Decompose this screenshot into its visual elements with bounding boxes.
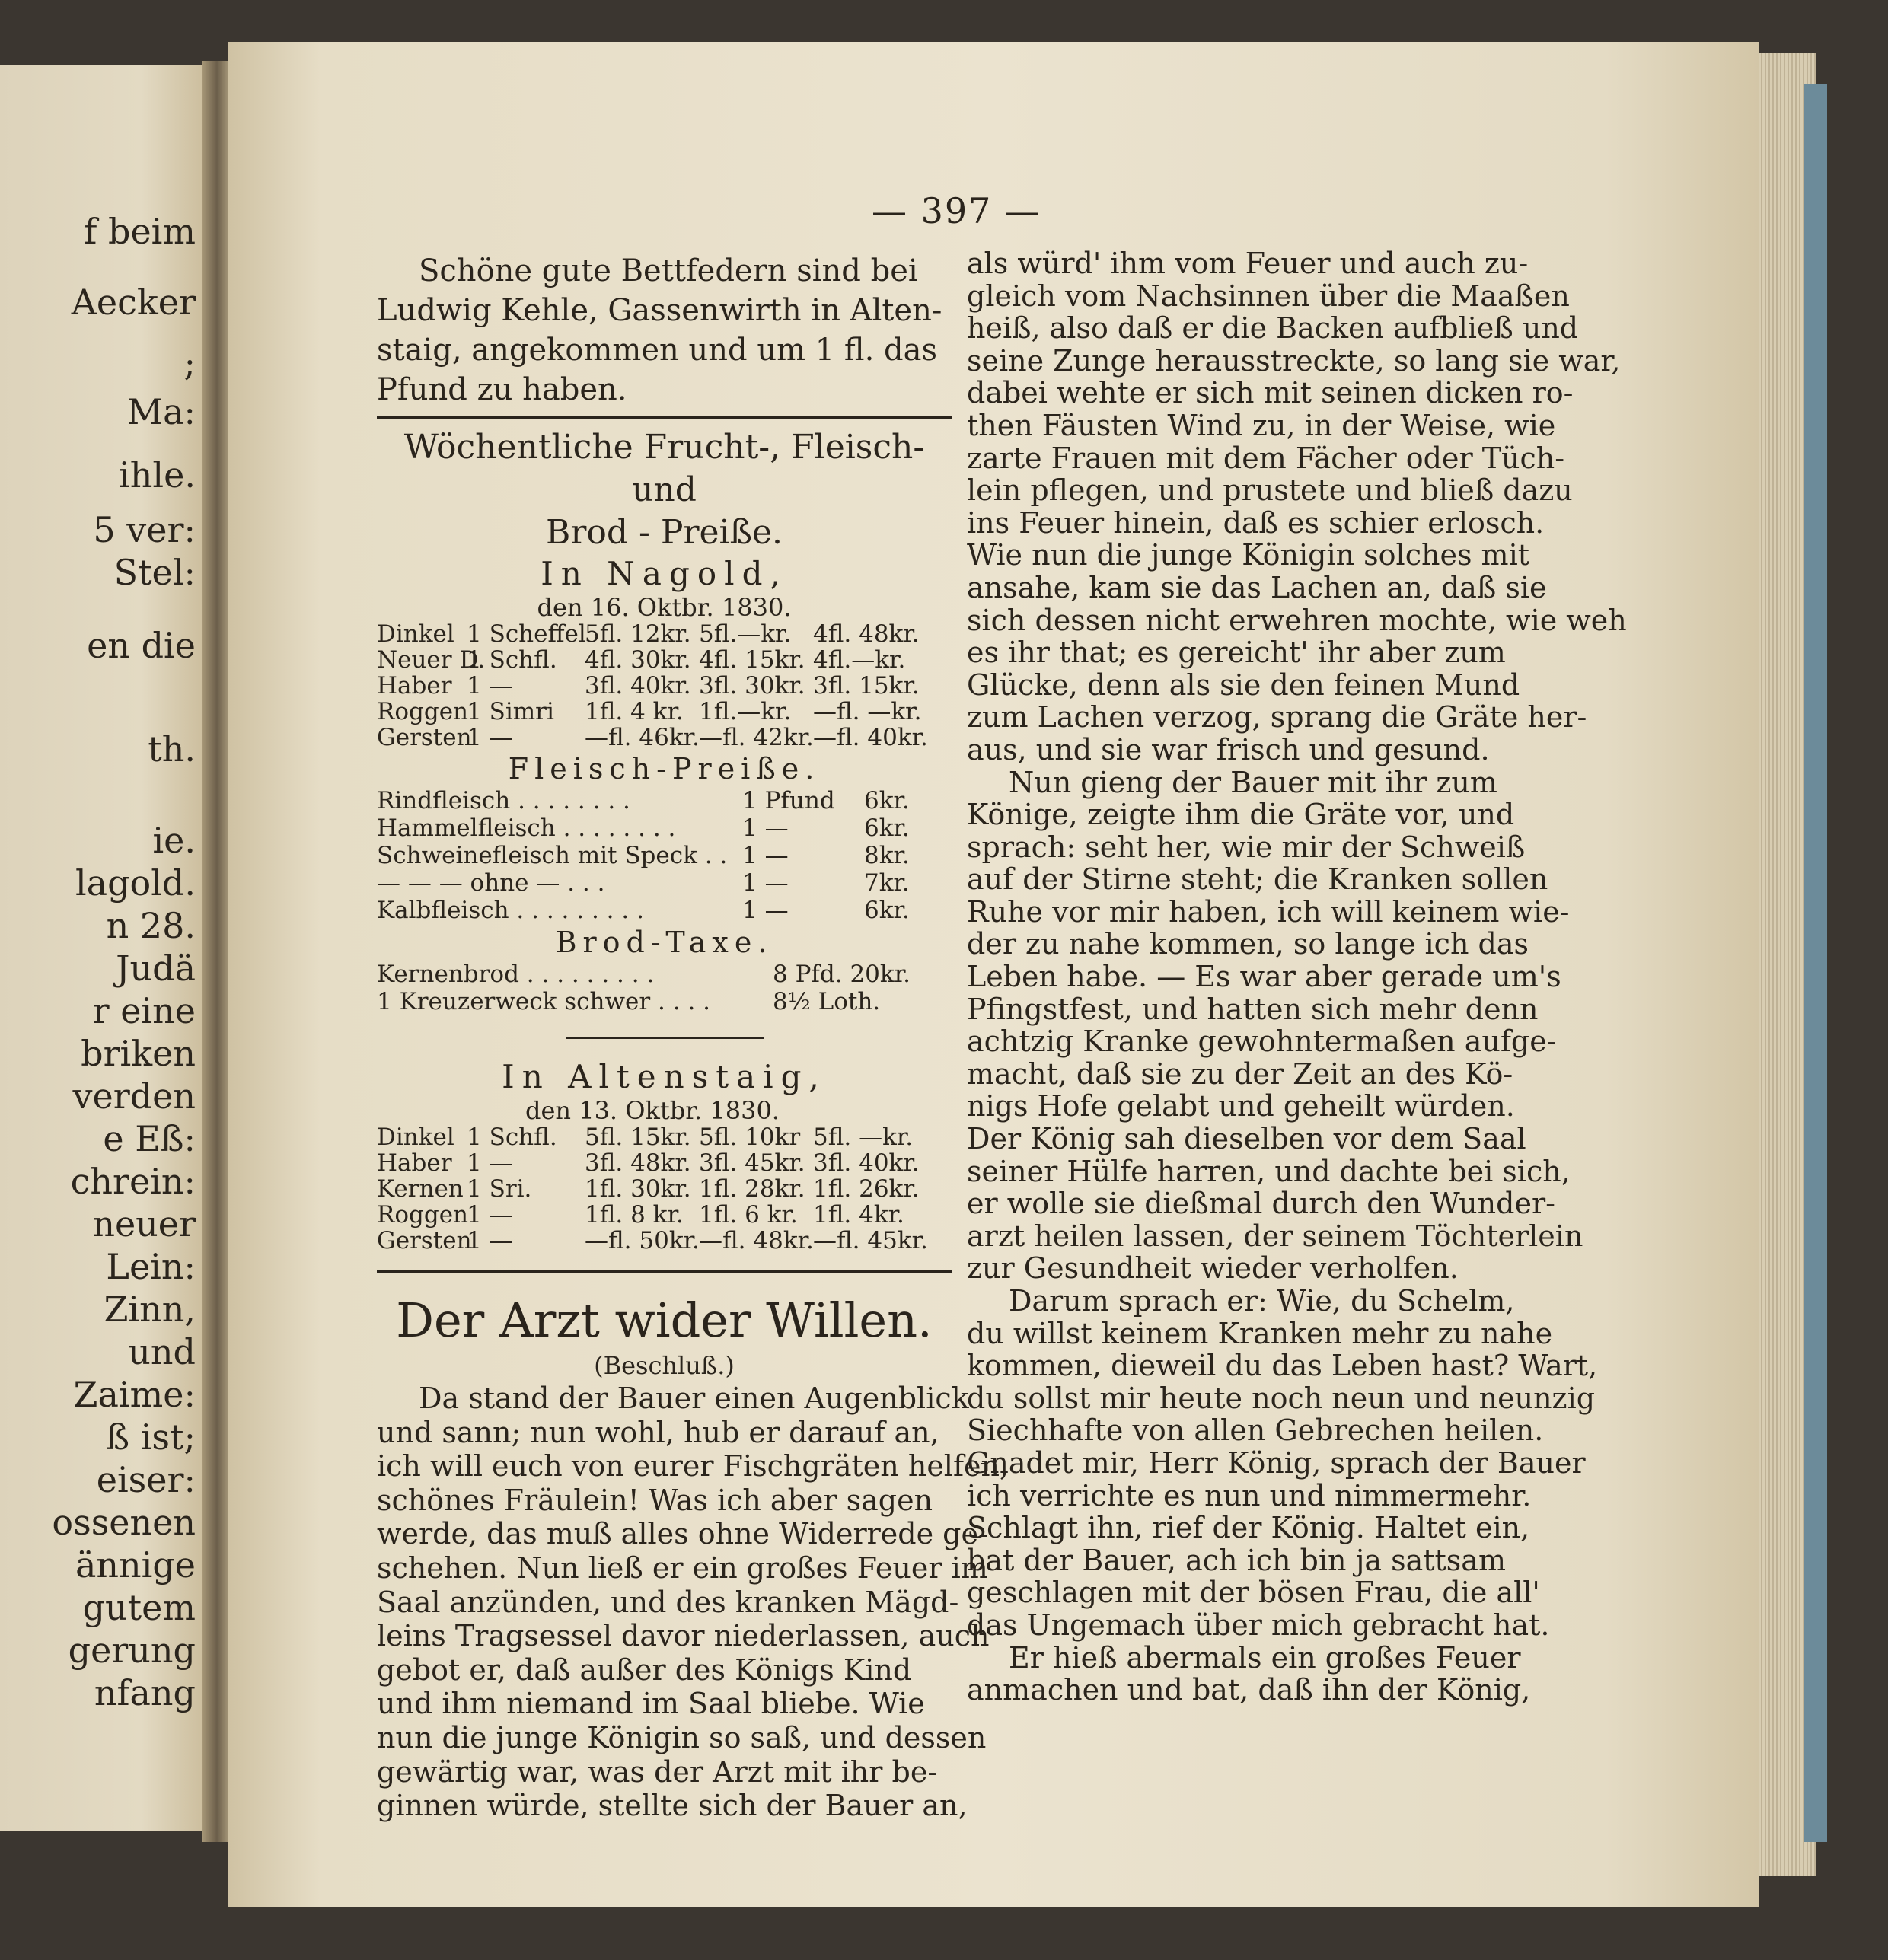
story-line: Wie nun die junge Königin solches mit — [967, 538, 1529, 572]
left-page-fragment: e Eß: — [103, 1118, 196, 1159]
left-page-fragment: briken — [81, 1033, 196, 1074]
story-line: der zu nahe kommen, so lange ich das — [967, 927, 1529, 961]
story-line: das Ungemach über mich gebracht hat. — [967, 1608, 1550, 1642]
left-page-fragment: th. — [148, 728, 196, 770]
price-mid: 3fl. 30kr. — [699, 672, 805, 700]
page-number: — 397 — — [872, 190, 1042, 231]
left-page-fragment: ; — [183, 342, 196, 384]
town-altensteig: In Altenstaig, — [502, 1058, 827, 1095]
story-line: ginnen würde, stellte sich der Bauer an, — [377, 1789, 968, 1823]
story-line: auf der Stirne steht; die Kranken sollen — [967, 862, 1548, 897]
price-mid: 1fl. 28kr. — [699, 1175, 805, 1203]
price-row — [377, 725, 952, 751]
meat-qty: 1 — — [742, 814, 789, 842]
grain-unit: 1 Schfl. — [467, 1123, 557, 1151]
price-high: 5fl. 12kr. — [585, 620, 691, 648]
bread-value: 8 Pfd. 20kr. — [773, 961, 911, 988]
price-high: —fl. 50kr. — [585, 1227, 700, 1254]
price-low: 5fl. —kr. — [813, 1123, 914, 1151]
price-low: 3fl. 40kr. — [813, 1149, 920, 1177]
price-row — [377, 1150, 952, 1176]
story-line: dabei wehte er sich mit seinen dicken ro- — [967, 376, 1574, 410]
story-line: ins Feuer hinein, daß es schier erlosch. — [967, 505, 1545, 540]
story-line: arzt heilen lassen, der seinem Töchterlein — [967, 1219, 1583, 1253]
price-low: —fl. —kr. — [813, 698, 922, 725]
story-line: macht, daß sie zu der Zeit an des Kö- — [967, 1056, 1513, 1091]
left-page-fragment: Lein: — [106, 1246, 196, 1287]
meat-qty: 1 — — [742, 842, 789, 869]
grain-unit: 1 — — [467, 724, 513, 751]
altensteig-price-table — [377, 1124, 952, 1254]
left-page-fragment: en die — [87, 625, 196, 666]
story-line: gebot er, daß außer des Königs Kind — [377, 1652, 912, 1687]
story-line: Da stand der Bauer einen Augenblick — [419, 1382, 969, 1415]
story-line: Siechhafte von allen Gebrechen heilen. — [967, 1413, 1544, 1448]
bread-row — [377, 988, 952, 1015]
story-line: es ihr that; es gereicht' ihr aber zum — [967, 636, 1506, 670]
grain-unit: 1 Sri. — [467, 1175, 532, 1203]
left-page — [0, 65, 202, 1831]
meat-price: 8kr. — [864, 842, 910, 869]
grain-name: Haber — [377, 1149, 452, 1177]
price-high: 1fl. 8 kr. — [585, 1201, 684, 1229]
story-line: Gnadet mir, Herr König, sprach der Bauer — [967, 1445, 1586, 1480]
left-page-fragment: f beim — [84, 211, 196, 252]
left-page-fragment: gerung — [68, 1630, 196, 1671]
price-high: 3fl. 40kr. — [585, 672, 691, 700]
meat-row — [377, 897, 952, 924]
story-line: anmachen und bat, daß ihn der König, — [967, 1673, 1531, 1707]
story-title: Der Arzt wider Willen. — [396, 1292, 933, 1348]
price-row — [377, 647, 952, 673]
bread-row — [377, 961, 952, 988]
story-line: then Fäusten Wind zu, in der Weise, wie — [967, 408, 1556, 442]
price-mid: —fl. 42kr. — [699, 724, 814, 751]
left-page-fragment: Judä — [116, 948, 196, 989]
price-row — [377, 1228, 952, 1254]
grain-name: Haber — [377, 672, 452, 700]
ad-line: Schöne gute Bettfedern sind bei — [419, 253, 918, 288]
price-mid: —fl. 48kr. — [699, 1227, 814, 1254]
grain-unit: 1 — — [467, 1149, 513, 1177]
story-line: ich will euch von eurer Fischgräten helfen, — [377, 1449, 1009, 1484]
meat-qty: 1 — — [742, 869, 789, 897]
left-page-fragment: verden — [72, 1076, 196, 1117]
story-line: du willst keinem Kranken mehr zu nahe — [967, 1316, 1553, 1350]
grain-name: Kernen — [377, 1175, 464, 1203]
story-line: du sollst mir heute noch neun und neunzig — [967, 1381, 1596, 1415]
story-line: er wolle sie dießmal durch den Wunder- — [967, 1187, 1555, 1221]
story-line: Leben habe. — Es war aber gerade um's — [967, 960, 1561, 994]
price-mid: 1fl.—kr. — [699, 698, 792, 725]
story-line: Darum sprach er: Wie, du Schelm, — [1009, 1284, 1515, 1318]
bread-item: 1 Kreuzerweck schwer . . . . — [377, 988, 711, 1015]
price-high: 1fl. 30kr. — [585, 1175, 691, 1203]
left-page-fragment: r eine — [92, 990, 196, 1031]
price-low: 4fl. 48kr. — [813, 620, 920, 648]
price-mid: 5fl. 10kr — [699, 1123, 801, 1151]
story-line: Schlagt ihn, rief der König. Haltet ein, — [967, 1511, 1530, 1545]
story-line: als würd' ihm vom Feuer und auch zu- — [967, 247, 1529, 280]
price-section — [377, 426, 952, 1254]
price-row — [377, 699, 952, 725]
date-nagold: den 16. Oktbr. 1830. — [537, 593, 792, 622]
left-page-fragment: Zaime: — [73, 1374, 196, 1415]
story-text-left — [377, 1382, 1009, 1823]
section-divider — [377, 416, 952, 419]
left-column — [377, 251, 1009, 1823]
left-page-fragment: eiser: — [96, 1459, 196, 1500]
left-page-fragment: n 28. — [106, 905, 196, 946]
story-line: zur Gesundheit wieder verholfen. — [967, 1251, 1459, 1286]
story-subtitle: (Beschluß.) — [594, 1351, 735, 1380]
price-row — [377, 1124, 952, 1150]
left-page-fragment: Ma: — [126, 390, 196, 432]
story-line: ich verrichte es nun und nimmermehr. — [967, 1478, 1532, 1512]
grain-unit: 1 — — [467, 1227, 513, 1254]
meat-item: Hammelfleisch . . . . . . . . — [377, 814, 676, 842]
story-line: zarte Frauen mit dem Fächer oder Tüch- — [967, 441, 1565, 475]
left-page-fragment: Aecker — [71, 281, 196, 323]
story-line: schehen. Nun ließ er ein großes Feuer im — [377, 1550, 988, 1585]
story-line: Könige, zeigte ihm die Gräte vor, und — [967, 798, 1515, 832]
story-line: lein pflegen, und prustete und bließ dazu — [967, 473, 1573, 508]
meat-price: 7kr. — [864, 869, 910, 897]
right-column — [967, 247, 1627, 1707]
story-line: Glücke, denn als sie den feinen Mund — [967, 668, 1520, 702]
left-page-fragment: ihle. — [119, 454, 196, 496]
town-nagold: In Nagold, — [541, 555, 788, 592]
meat-qty: 1 — — [742, 897, 789, 924]
grain-name: Roggen — [377, 698, 469, 725]
price-mid: 4fl. 15kr. — [699, 646, 805, 674]
section-divider — [377, 1270, 952, 1273]
price-mid: 1fl. 6 kr. — [699, 1201, 798, 1229]
grain-unit: 1 Scheffel — [467, 620, 586, 648]
story-line: Nun gieng der Bauer mit ihr zum — [1009, 765, 1497, 799]
price-low: 4fl.—kr. — [813, 646, 906, 674]
story-line: kommen, dieweil du das Leben hast? Wart, — [967, 1349, 1598, 1383]
grain-unit: 1 — — [467, 672, 513, 700]
left-page-fragment: ie. — [152, 820, 196, 861]
book-gutter — [202, 61, 232, 1842]
bread-title: Brod-Taxe. — [555, 926, 773, 959]
meat-row — [377, 787, 952, 814]
price-low: —fl. 40kr. — [813, 724, 928, 751]
story-line: bat der Bauer, ach ich bin ja sattsam — [967, 1543, 1506, 1577]
left-page-fragment: chrein: — [70, 1161, 196, 1202]
story-line: seine Zunge herausstreckte, so lang sie war, — [967, 343, 1621, 378]
price-row — [377, 1176, 952, 1202]
story-line: achtzig Kranke gewohntermaßen aufge- — [967, 1025, 1557, 1059]
price-high: —fl. 46kr. — [585, 724, 700, 751]
meat-price: 6kr. — [864, 787, 910, 814]
ad-line: Pfund zu haben. — [377, 372, 627, 407]
meat-price: 6kr. — [864, 814, 910, 842]
cover-edge — [1804, 84, 1827, 1842]
story-line: aus, und sie war frisch und gesund. — [967, 732, 1490, 766]
price-high: 4fl. 30kr. — [585, 646, 691, 674]
meat-price-table — [377, 787, 952, 924]
price-high: 5fl. 15kr. — [585, 1123, 691, 1151]
price-title-line2: Brod - Preiße. — [545, 513, 783, 552]
meat-item: — — — ohne — . . . — [377, 869, 605, 897]
left-page-fragment: ß ist; — [106, 1417, 196, 1458]
price-high: 3fl. 48kr. — [585, 1149, 691, 1177]
grain-name: Gersten — [377, 724, 472, 751]
meat-row — [377, 814, 952, 842]
story-line: schönes Fräulein! Was ich aber sagen — [377, 1483, 933, 1517]
story-line: ansahe, kam sie das Lachen an, daß sie — [967, 570, 1547, 604]
left-page-fragment: und — [128, 1331, 196, 1372]
meat-price: 6kr. — [864, 897, 910, 924]
grain-unit: 1 Schfl. — [467, 646, 557, 674]
story-line: nun die junge Königin so saß, und dessen — [377, 1720, 987, 1754]
grain-name: Roggen — [377, 1201, 469, 1229]
story-line: Er hieß abermals ein großes Feuer — [1009, 1640, 1521, 1675]
meat-item: Kalbfleisch . . . . . . . . . — [377, 897, 644, 924]
price-high: 1fl. 4 kr. — [585, 698, 684, 725]
story-line: geschlagen mit der bösen Frau, die all' — [967, 1576, 1540, 1610]
ad-line: staig, angekommen und um 1 fl. das — [377, 333, 937, 368]
left-page-fragment: lagold. — [75, 862, 196, 904]
grain-name: Dinkel — [377, 1123, 454, 1151]
story-line: und ihm niemand im Saal bliebe. Wie — [377, 1687, 925, 1721]
story-line: zum Lachen verzog, sprang die Gräte her- — [967, 700, 1587, 735]
story-line: seiner Hülfe harren, und dachte bei sich, — [967, 1154, 1571, 1188]
meat-item: Rindfleisch . . . . . . . . — [377, 787, 630, 814]
story-line: und sann; nun wohl, hub er darauf an, — [377, 1415, 939, 1449]
bread-item: Kernenbrod . . . . . . . . . — [377, 961, 655, 988]
story-line: gewärtig war, was der Arzt mit ihr be- — [377, 1754, 938, 1789]
price-low: 1fl. 4kr. — [813, 1201, 904, 1229]
left-page-fragment: nfang — [94, 1672, 196, 1713]
story-line: sprach: seht her, wie mir der Schweiß — [967, 830, 1526, 864]
left-page-fragment: ännige — [75, 1544, 196, 1586]
grain-name: Dinkel — [377, 620, 454, 648]
meat-row — [377, 842, 952, 869]
left-page-fragment: gutem — [82, 1587, 196, 1628]
left-page-fragment: 5 ver: — [93, 509, 196, 550]
grain-unit: 1 Simri — [467, 698, 554, 725]
story-line: nigs Hofe gelabt und geheilt würden. — [967, 1089, 1515, 1123]
price-row — [377, 621, 952, 647]
ad-line: Ludwig Kehle, Gassenwirth in Alten- — [377, 293, 942, 328]
price-row — [377, 673, 952, 699]
story-line: Pfingstfest, und hatten sich mehr denn — [967, 992, 1539, 1026]
grain-name: Gersten — [377, 1227, 472, 1254]
grain-name: Neuer D. — [377, 646, 486, 674]
bread-value: 8½ Loth. — [773, 988, 881, 1015]
meat-qty: 1 Pfund — [742, 787, 835, 814]
meat-item: Schweinefleisch mit Speck . . — [377, 842, 728, 869]
short-divider — [566, 1037, 764, 1039]
advertisement — [377, 251, 952, 410]
meat-title: Fleisch-Preiße. — [508, 752, 821, 786]
price-low: 3fl. 15kr. — [813, 672, 920, 700]
price-row — [377, 1202, 952, 1228]
story-line: sich dessen nicht erwehren mochte, wie weh — [967, 603, 1627, 637]
left-page-fragment: ossenen — [52, 1502, 196, 1543]
price-mid: 5fl.—kr. — [699, 620, 792, 648]
price-title-line1: Wöchentliche Frucht-, Fleisch- und — [403, 428, 925, 509]
story — [377, 1292, 1009, 1823]
story-line: werde, das muß alles ohne Widerrede ge- — [377, 1517, 988, 1551]
left-page-fragment: Stel: — [113, 552, 196, 593]
price-low: 1fl. 26kr. — [813, 1175, 920, 1203]
price-mid: 3fl. 45kr. — [699, 1149, 805, 1177]
story-line: Der König sah dieselben vor dem Saal — [967, 1122, 1526, 1156]
meat-row — [377, 869, 952, 897]
story-text-right — [967, 247, 1627, 1707]
price-low: —fl. 45kr. — [813, 1227, 928, 1254]
story-line: Saal anzünden, und des kranken Mägd- — [377, 1585, 959, 1619]
grain-unit: 1 — — [467, 1201, 513, 1229]
left-page-fragment: Zinn, — [104, 1289, 196, 1330]
story-line: leins Tragsessel davor niederlassen, auch — [377, 1619, 990, 1653]
nagold-price-table — [377, 621, 952, 751]
story-line: heiß, also daß er die Backen aufbließ und — [967, 311, 1579, 346]
date-altensteig: den 13. Oktbr. 1830. — [525, 1096, 780, 1125]
story-line: gleich vom Nachsinnen über die Maaßen — [967, 279, 1570, 313]
story-line: Ruhe vor mir haben, ich will keinem wie- — [967, 894, 1570, 929]
left-page-fragment: neuer — [92, 1203, 196, 1245]
